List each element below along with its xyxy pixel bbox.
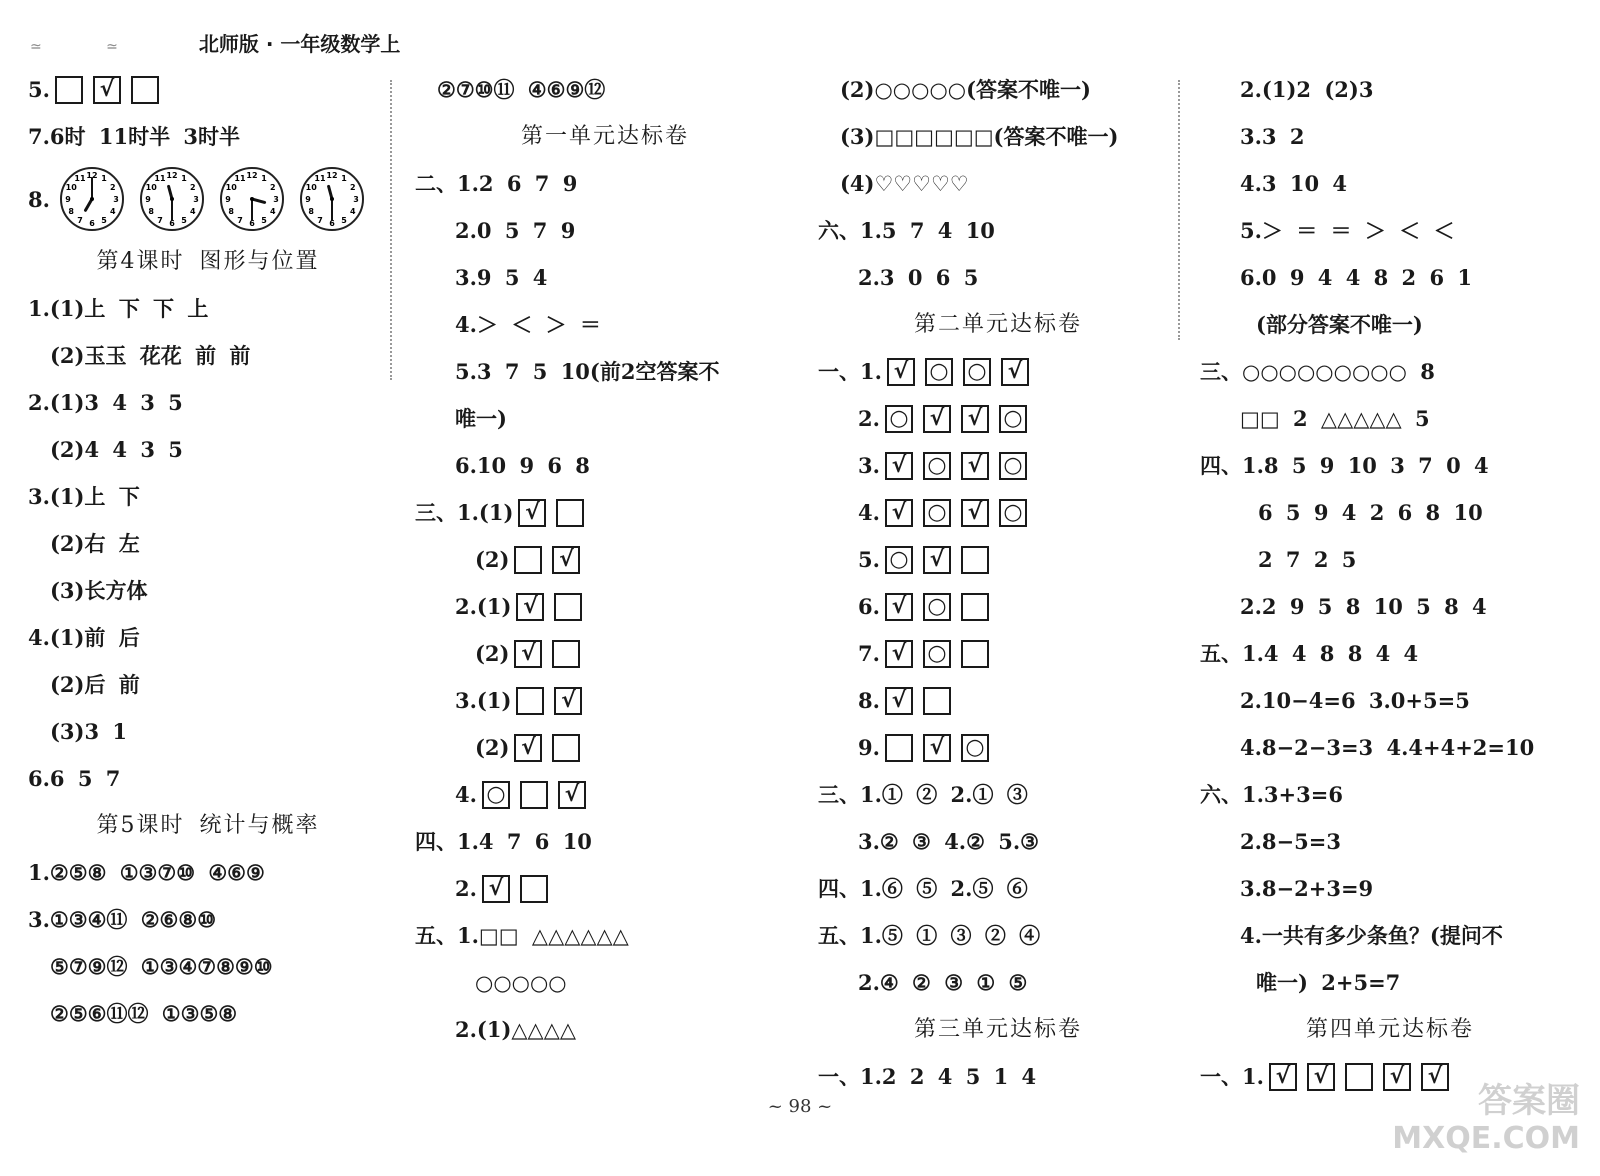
answer-text: 第二单元达标卷 (913, 312, 1082, 337)
answer-text: 五、1.⑤ ① ③ ② ④ (818, 923, 1041, 948)
answer-text: (3)长方体 (50, 578, 148, 603)
clock-numeral: 11 (234, 174, 246, 184)
answer-text: (2)右 左 (50, 531, 140, 556)
answer-line (28, 332, 388, 379)
answer-line (818, 442, 1178, 489)
circle-box: ○ (923, 452, 951, 480)
answer-line (818, 207, 1178, 254)
answer-line (415, 489, 795, 536)
check-box: √ (1421, 1063, 1449, 1091)
book-title: 北师版 · 一年级数学上 (198, 32, 401, 56)
check-box: √ (923, 734, 951, 762)
column-2 (415, 66, 795, 1053)
answer-line (818, 348, 1178, 395)
check-box: √ (482, 875, 510, 903)
answer-text: 三、○○○○○○○○○ 8 (1200, 359, 1435, 384)
answer-text: (2) (475, 735, 510, 760)
answer-text: 4.一共有多少条鱼？(提问不 (1240, 923, 1503, 948)
clock-numeral: 7 (237, 215, 243, 225)
answer-text: 六、1.3+3=6 (1200, 782, 1343, 807)
clock-numeral: 12 (326, 171, 338, 180)
answer-line (1200, 442, 1580, 489)
clock-face-3 (218, 165, 286, 233)
clock-numeral: 8 (68, 207, 74, 216)
answer-text: (2) (475, 641, 510, 666)
check-box: √ (1001, 358, 1029, 386)
answer-line (28, 990, 388, 1037)
watermark-line-2: MXQE.COM (1392, 1121, 1580, 1156)
check-box: √ (961, 405, 989, 433)
answer-line (415, 536, 795, 583)
answer-line (415, 677, 795, 724)
answer-text: 三、1.(1) (415, 500, 514, 525)
check-box: √ (514, 640, 542, 668)
answer-text: 4.3 10 4 (1240, 171, 1347, 196)
empty-box (885, 734, 913, 762)
clock-numeral: 3 (273, 195, 279, 204)
answer-line (415, 395, 795, 442)
answer-line (818, 254, 1178, 301)
check-box: √ (885, 640, 913, 668)
clock-face-2 (138, 165, 206, 233)
check-box: √ (923, 546, 951, 574)
check-box: √ (961, 499, 989, 527)
answer-text: 3.①③④⑪ ②⑥⑧⑩ (28, 907, 217, 932)
clock-numeral: 9 (65, 195, 71, 204)
circle-box: ○ (885, 546, 913, 574)
answer-text: (2)后 前 (50, 672, 140, 697)
answer-text: 第三单元达标卷 (913, 1017, 1082, 1042)
check-box: √ (1269, 1063, 1297, 1091)
empty-box (961, 593, 989, 621)
clock-numeral: 3 (193, 195, 199, 204)
clock-center (250, 197, 254, 201)
answer-line (415, 254, 795, 301)
answer-line (28, 896, 388, 943)
clock-numeral: 6 (249, 219, 255, 228)
empty-box (552, 734, 580, 762)
answer-line (28, 755, 388, 802)
answer-text: 5.3 7 5 10(前2空答案不 (455, 359, 720, 384)
clock-numeral: 9 (145, 195, 151, 204)
clock-numeral: 4 (269, 207, 276, 216)
answer-line (415, 912, 795, 959)
answer-line (28, 661, 388, 708)
section-title (415, 113, 795, 160)
answer-line (415, 348, 795, 395)
answer-text: 4. (858, 500, 880, 525)
answer-text: (3)3 1 (50, 719, 128, 744)
circle-box: ○ (923, 640, 951, 668)
answer-line (28, 614, 388, 661)
answer-text: 第5课时 统计与概率 (96, 813, 320, 838)
answer-line (1200, 254, 1580, 301)
answer-text: 2.2 9 5 8 10 5 8 4 (1240, 594, 1487, 619)
clock-numeral: 5 (101, 215, 107, 225)
answer-text: 2.(1)3 4 3 5 (28, 390, 183, 415)
circle-box: ○ (961, 734, 989, 762)
answer-line (28, 160, 388, 238)
answer-line (28, 379, 388, 426)
answer-text: 2.④ ② ③ ① ⑤ (858, 970, 1028, 995)
clock-numeral: 8 (308, 207, 314, 216)
answer-text: 一、1.2 2 4 5 1 4 (818, 1064, 1037, 1089)
clock-numeral: 6 (329, 219, 335, 228)
answer-text: 2 7 2 5 (1258, 547, 1357, 572)
check-box: √ (961, 452, 989, 480)
answer-line (818, 1053, 1178, 1100)
clock-numeral: 8 (148, 207, 154, 216)
answer-text: 4.＞ ＜ ＞ ＝ (455, 312, 601, 337)
answer-line (415, 1006, 795, 1053)
answer-line (818, 818, 1178, 865)
clock-numeral: 6 (169, 219, 175, 228)
answer-line (28, 943, 388, 990)
empty-box (556, 499, 584, 527)
check-box: √ (518, 499, 546, 527)
clock-face-1 (58, 165, 126, 233)
answer-line (1200, 865, 1580, 912)
clock-numeral: 12 (246, 171, 258, 180)
answer-line (28, 426, 388, 473)
answer-line (28, 473, 388, 520)
empty-box (961, 640, 989, 668)
section-title (1200, 1006, 1580, 1053)
empty-box (923, 687, 951, 715)
answer-line (1200, 630, 1580, 677)
answer-text: 7. (858, 641, 880, 666)
answer-text: 5. (858, 547, 880, 572)
watermark (1392, 1082, 1580, 1158)
answer-line (1200, 536, 1580, 583)
circle-box: ○ (999, 499, 1027, 527)
clock-numeral: 5 (181, 215, 187, 225)
answer-text: 1.(1)上 下 下 上 (28, 296, 209, 321)
answer-text: (3)□□□□□□(答案不唯一) (840, 124, 1119, 149)
answer-line (818, 630, 1178, 677)
clock-numeral: 5 (261, 215, 267, 225)
check-box: √ (558, 781, 586, 809)
answer-line (415, 160, 795, 207)
answer-line (1200, 724, 1580, 771)
empty-box (516, 687, 544, 715)
check-box: √ (887, 358, 915, 386)
clock-numeral: 2 (109, 183, 116, 192)
answer-text: □□ 2 △△△△△ 5 (1240, 406, 1430, 431)
answer-text: (2)○○○○○(答案不唯一) (840, 77, 1091, 102)
check-box: √ (552, 546, 580, 574)
answer-text: 四、1.8 5 9 10 3 7 0 4 (1200, 453, 1489, 478)
answer-text: 2. (858, 406, 880, 431)
answer-text: 8. (28, 186, 50, 212)
answer-line (415, 583, 795, 630)
check-box: √ (93, 76, 121, 104)
clock-face-4 (298, 165, 366, 233)
clock-center (90, 197, 94, 201)
clock-numeral: 9 (305, 195, 311, 204)
answer-text: (2) (475, 547, 510, 572)
page-number: ~ 98 ~ (767, 1096, 833, 1117)
answer-line (1200, 348, 1580, 395)
clock-numeral: 9 (225, 195, 231, 204)
watermark-line-1: 答案圈 (1478, 1081, 1580, 1121)
empty-box (961, 546, 989, 574)
answer-line (818, 489, 1178, 536)
answer-line (818, 395, 1178, 442)
answer-text: 2.3 0 6 5 (858, 265, 979, 290)
answer-text: 4.8−2−3=3 4.4+4+2=10 (1240, 735, 1535, 760)
answer-line (415, 66, 795, 113)
page-header (30, 28, 400, 58)
answer-line (415, 818, 795, 865)
check-box: √ (1383, 1063, 1411, 1091)
column-divider (1178, 80, 1180, 340)
answer-line (818, 959, 1178, 1006)
answer-text: 5.＞ ＝ ＝ ＞ ＜ ＜ (1240, 218, 1455, 243)
clock-center (330, 197, 334, 201)
clock-numeral: 11 (154, 174, 166, 184)
answer-text: 3.② ③ 4.② 5.③ (858, 829, 1040, 854)
check-box: √ (885, 452, 913, 480)
answer-text: (2)玉玉 花花 前 前 (50, 343, 251, 368)
answer-line (1200, 113, 1580, 160)
answer-line (28, 567, 388, 614)
clock-center (170, 197, 174, 201)
circle-box: ○ (999, 405, 1027, 433)
answer-text: 第四单元达标卷 (1305, 1017, 1474, 1042)
answer-line (1200, 207, 1580, 254)
answer-text: 六、1.5 7 4 10 (818, 218, 995, 243)
section-title (818, 301, 1178, 348)
check-box: √ (516, 593, 544, 621)
circle-box: ○ (963, 358, 991, 386)
answer-text: 2.10−4=6 3.0+5=5 (1240, 688, 1470, 713)
answer-line (1200, 912, 1580, 959)
answer-text: 唯一) 2+5=7 (1256, 970, 1401, 995)
clock-numeral: 3 (113, 195, 119, 204)
empty-box (552, 640, 580, 668)
answer-text: 2.(1)2 (2)3 (1240, 77, 1374, 102)
clock-numeral: 10 (65, 183, 77, 192)
answer-text: 9. (858, 735, 880, 760)
answer-line (28, 708, 388, 755)
answer-line (28, 285, 388, 332)
answer-line (818, 583, 1178, 630)
answer-text: 五、1.□□ △△△△△△ (415, 923, 629, 948)
answer-text: ②⑦⑩⑪ ④⑥⑨⑫ (437, 77, 606, 102)
answer-line (28, 113, 388, 160)
answer-line (1200, 160, 1580, 207)
answer-line (1200, 959, 1580, 1006)
clock-numeral: 4 (109, 207, 116, 216)
answer-line (1200, 818, 1580, 865)
answer-text: 3.(1)上 下 (28, 484, 140, 509)
section-title (28, 238, 388, 285)
clock-numeral: 10 (305, 183, 317, 192)
answer-line (1200, 66, 1580, 113)
answer-line (415, 301, 795, 348)
empty-box (1345, 1063, 1373, 1091)
answer-text: 4.(1)前 后 (28, 625, 140, 650)
circle-box: ○ (923, 593, 951, 621)
clock-numeral: 10 (225, 183, 237, 192)
check-box: √ (554, 687, 582, 715)
answer-line (415, 207, 795, 254)
answer-text: 2.0 5 7 9 (455, 218, 576, 243)
clock-numeral: 11 (74, 174, 86, 184)
answer-text: 3.3 2 (1240, 124, 1305, 149)
answer-line (818, 66, 1178, 113)
answer-text: 7.6时 11时半 3时半 (28, 124, 240, 149)
clock-numeral: 5 (341, 215, 347, 225)
clock-numeral: 4 (349, 207, 356, 216)
answer-text: 6.0 9 4 4 8 2 6 1 (1240, 265, 1472, 290)
answer-text: 四、1.⑥ ⑤ 2.⑤ ⑥ (818, 876, 1028, 901)
answer-line (415, 630, 795, 677)
check-box: √ (885, 593, 913, 621)
empty-box (520, 875, 548, 903)
clock-numeral: 6 (89, 219, 95, 228)
column-4 (1200, 66, 1580, 1100)
answer-text: 2.(1)△△△△ (455, 1017, 577, 1042)
circle-box: ○ (925, 358, 953, 386)
answer-text: 二、1.2 6 7 9 (415, 171, 578, 196)
answer-text: 一、1. (818, 359, 882, 384)
answer-line (28, 66, 388, 113)
circle-box: ○ (885, 405, 913, 433)
circle-box: ○ (482, 781, 510, 809)
answer-line (818, 865, 1178, 912)
empty-box (514, 546, 542, 574)
answer-text: 6.10 9 6 8 (455, 453, 590, 478)
answer-line (1200, 771, 1580, 818)
clock-numeral: 1 (341, 174, 347, 184)
clock-numeral: 12 (166, 171, 178, 180)
answer-line (1200, 395, 1580, 442)
answer-text: (4)♡♡♡♡♡ (840, 171, 969, 196)
answer-text: 第一单元达标卷 (520, 124, 689, 149)
answer-line (818, 771, 1178, 818)
answer-text: 三、1.① ② 2.① ③ (818, 782, 1028, 807)
answer-text: 一、1. (1200, 1064, 1264, 1089)
answer-line (818, 724, 1178, 771)
answer-line (1200, 489, 1580, 536)
section-title (818, 1006, 1178, 1053)
answer-text: 3.(1) (455, 688, 512, 713)
answer-line (1200, 301, 1580, 348)
answer-text: 唯一) (455, 406, 507, 431)
answer-text: (部分答案不唯一) (1256, 312, 1423, 337)
clock-numeral: 7 (317, 215, 323, 225)
answer-line (1200, 677, 1580, 724)
answer-text: 2.8−5=3 (1240, 829, 1341, 854)
clock-numeral: 12 (86, 171, 98, 180)
column-divider (390, 80, 392, 380)
answer-text: 3. (858, 453, 880, 478)
empty-box (520, 781, 548, 809)
header-marks: ≃ ≃ (30, 39, 148, 55)
clock-numeral: 2 (189, 183, 196, 192)
answer-text: 2.(1) (455, 594, 512, 619)
clock-numeral: 7 (157, 215, 163, 225)
answer-line (28, 520, 388, 567)
answer-line (415, 442, 795, 489)
answer-line (818, 113, 1178, 160)
clock-numeral: 10 (145, 183, 157, 192)
answer-text: 第4课时 图形与位置 (96, 249, 320, 274)
answer-text: 6 5 9 4 2 6 8 10 (1258, 500, 1483, 525)
column-3 (818, 66, 1178, 1100)
clock-numeral: 2 (349, 183, 356, 192)
check-box: √ (885, 499, 913, 527)
answer-text: 3.8−2+3=9 (1240, 876, 1374, 901)
answer-line (415, 959, 795, 1006)
check-box: √ (1307, 1063, 1335, 1091)
circle-box: ○ (923, 499, 951, 527)
clock-numeral: 3 (353, 195, 359, 204)
answer-text: 五、1.4 4 8 8 4 4 (1200, 641, 1419, 666)
check-box: √ (514, 734, 542, 762)
clock-numeral: 2 (269, 183, 276, 192)
empty-box (55, 76, 83, 104)
answer-line (818, 536, 1178, 583)
answer-text: 6.6 5 7 (28, 766, 121, 791)
clock-row (58, 165, 366, 233)
answer-text: 6. (858, 594, 880, 619)
answer-text: 8. (858, 688, 880, 713)
check-box: √ (885, 687, 913, 715)
clock-numeral: 7 (77, 215, 83, 225)
answer-text: 1.②⑤⑧ ①③⑦⑩ ④⑥⑨ (28, 860, 265, 885)
empty-box (554, 593, 582, 621)
answer-line (818, 677, 1178, 724)
check-box: √ (923, 405, 951, 433)
answer-line (1200, 583, 1580, 630)
circle-box: ○ (999, 452, 1027, 480)
clock-numeral: 1 (261, 174, 267, 184)
answer-line (818, 912, 1178, 959)
column-1 (28, 66, 388, 1037)
answer-line (415, 865, 795, 912)
answer-text: ⑤⑦⑨⑫ ①③④⑦⑧⑨⑩ (50, 954, 273, 979)
clock-numeral: 1 (181, 174, 187, 184)
clock-numeral: 4 (189, 207, 196, 216)
answer-text: ○○○○○ (475, 970, 567, 995)
answer-text: 2. (455, 876, 477, 901)
clock-numeral: 11 (314, 174, 326, 184)
answer-text: 3.9 5 4 (455, 265, 548, 290)
answer-line (415, 724, 795, 771)
answer-text: ②⑤⑥⑪⑫ ①③⑤⑧ (50, 1001, 238, 1026)
empty-box (131, 76, 159, 104)
answer-text: 5. (28, 77, 50, 102)
answer-line (415, 771, 795, 818)
answer-text: 4. (455, 782, 477, 807)
answer-text: (2)4 4 3 5 (50, 437, 183, 462)
clock-numeral: 8 (228, 207, 234, 216)
answer-line (28, 849, 388, 896)
clock-numeral: 1 (101, 174, 107, 184)
answer-line (818, 160, 1178, 207)
section-title (28, 802, 388, 849)
answer-text: 四、1.4 7 6 10 (415, 829, 592, 854)
